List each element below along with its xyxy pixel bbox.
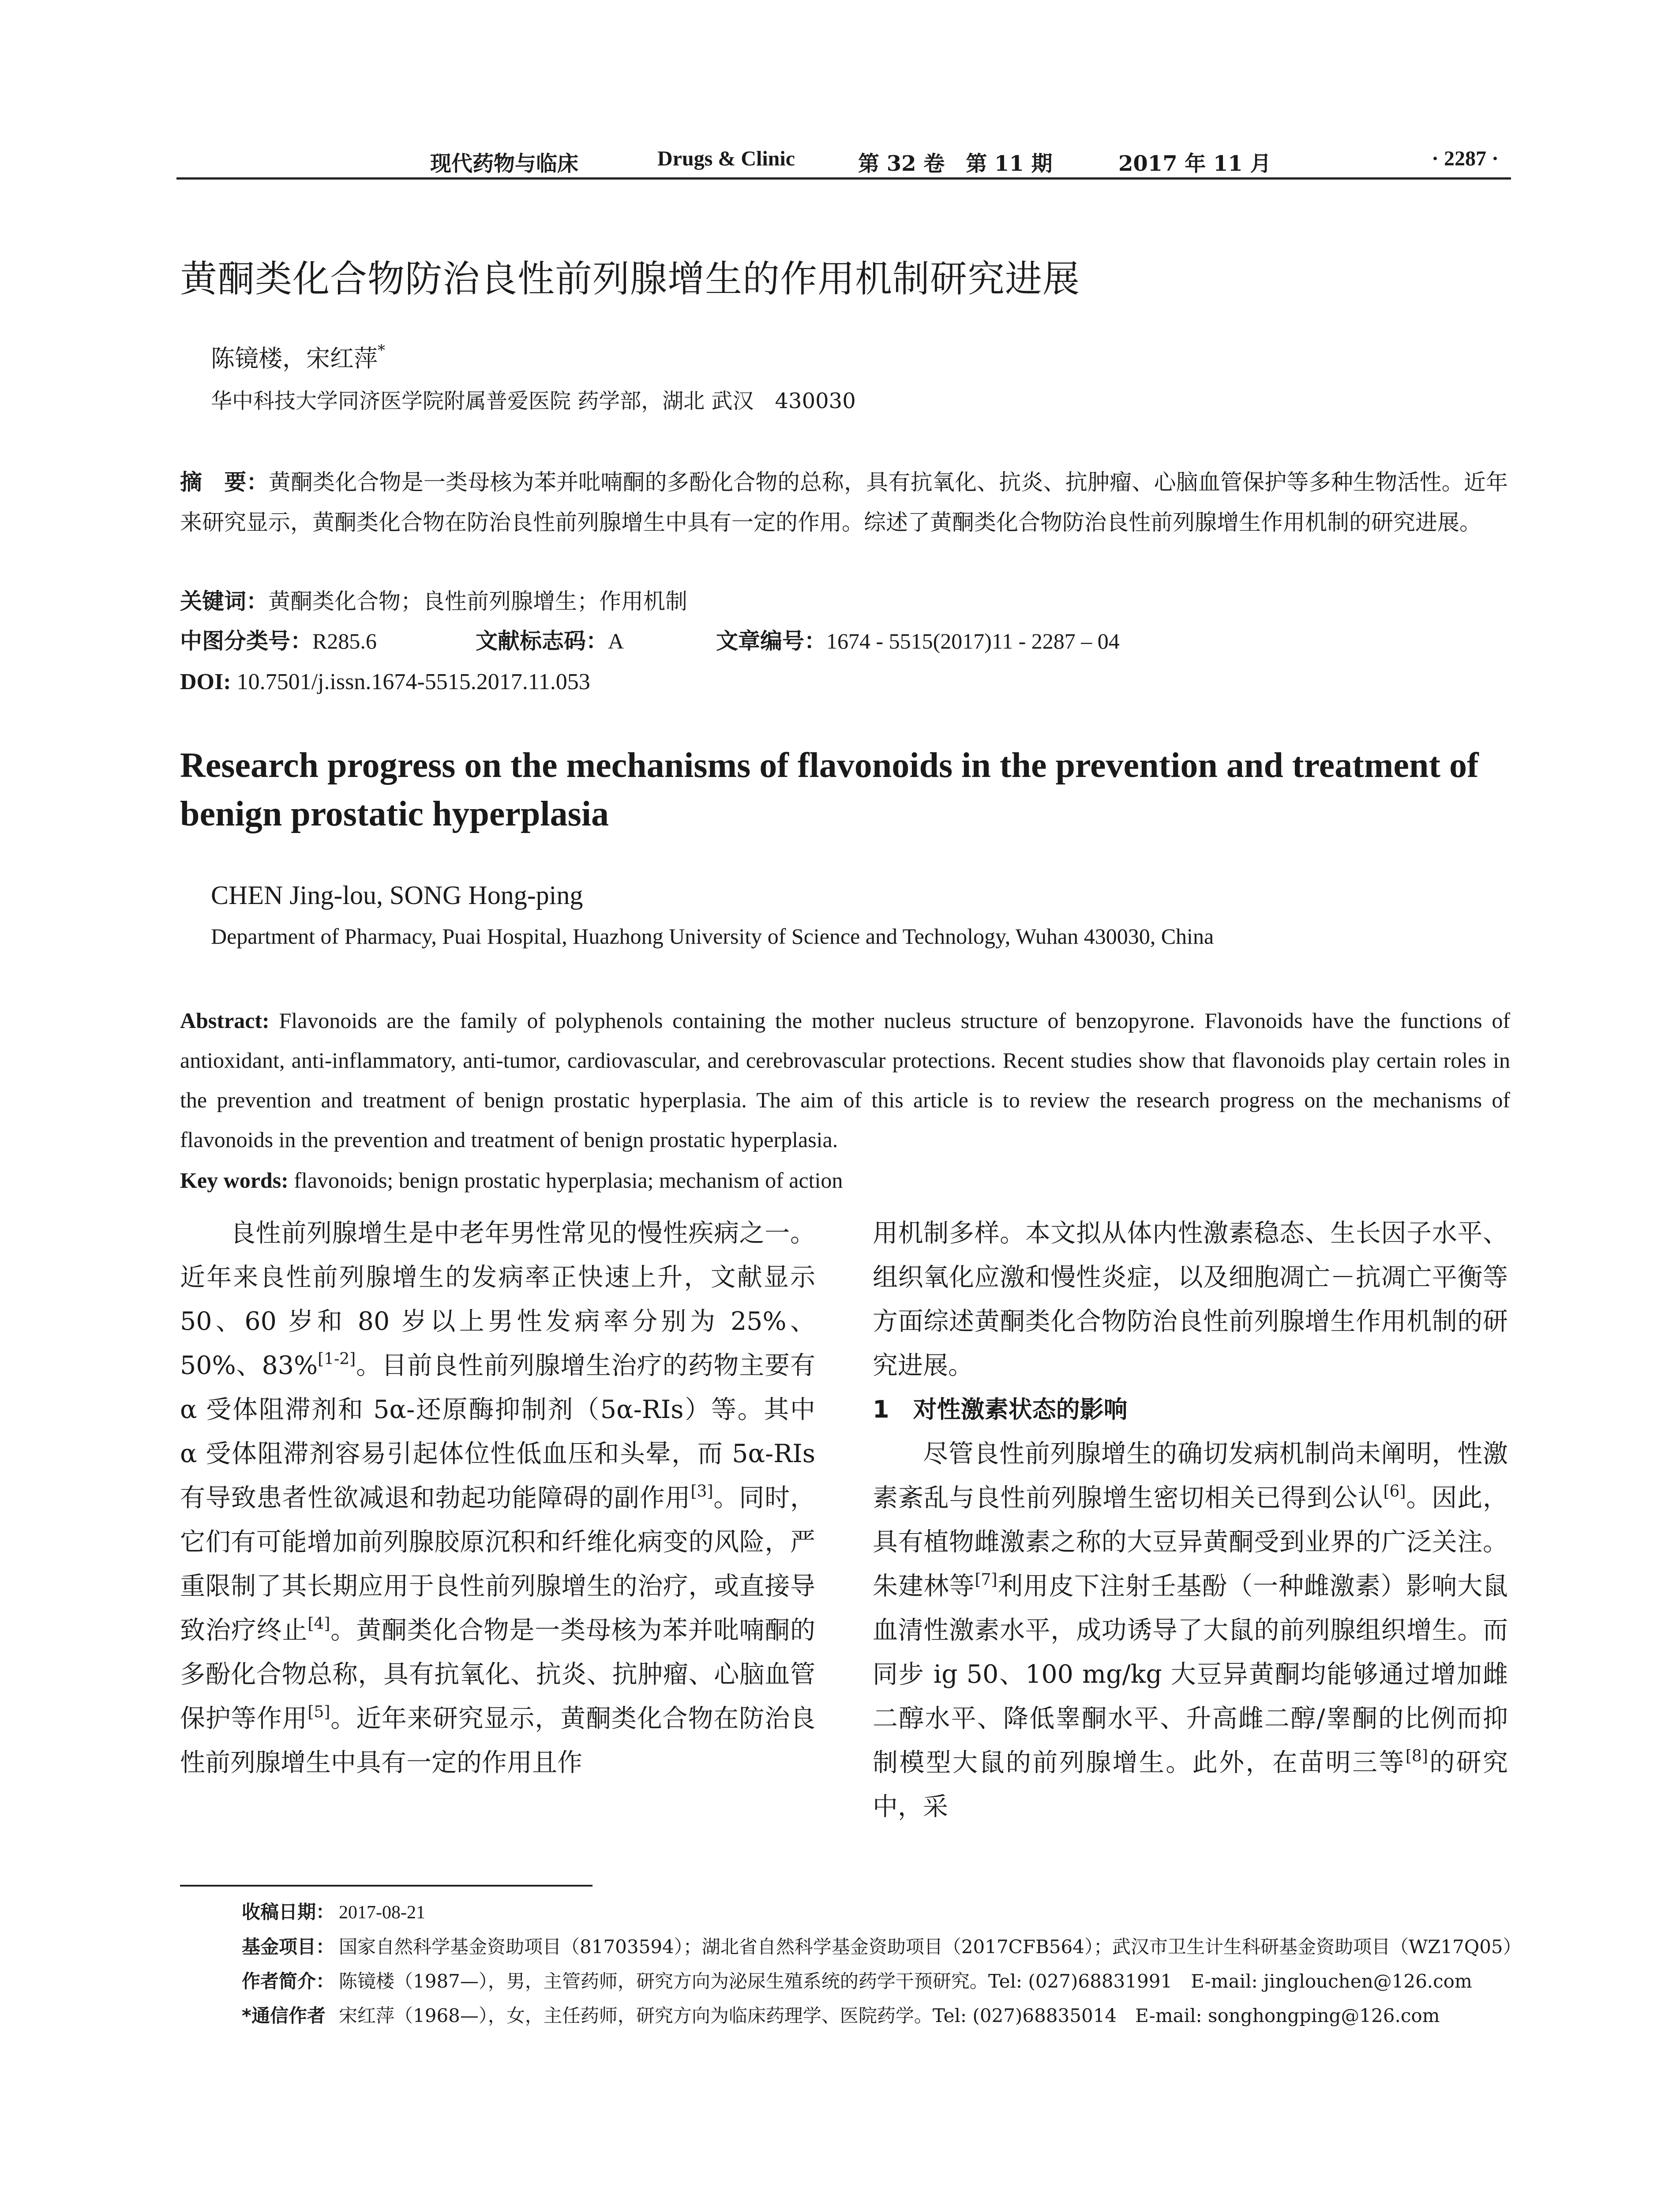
- keywords-label-en: Key words:: [180, 1168, 289, 1193]
- header-rule: [176, 177, 1511, 180]
- abstract-label-cn: 摘 要：: [180, 469, 269, 495]
- section-heading-1: 1 对性激素状态的影响: [873, 1396, 1128, 1423]
- received-date: 2017-08-21: [339, 1902, 425, 1923]
- affiliation-en: Department of Pharmacy, Puai Hospital, Huazhong University of Science and Technology, Wuhan 430030, China: [211, 924, 1214, 949]
- author-names-cn: 陈镜楼，宋红萍: [211, 345, 378, 372]
- section-1-paragraph: [873, 1432, 1508, 1829]
- clc-number: [180, 621, 377, 661]
- intro-text-5-right: 用机制多样。本文拟从体内性激素稳态、生长因子水平、组织氧化应激和慢性炎症，以及细胞凋亡－抗凋亡平衡等方面综述黄酮类化合物防治良性前列腺增生作用机制的研究进展。: [873, 1219, 1508, 1380]
- citation-6[interactable]: [6]: [1383, 1482, 1406, 1501]
- citation-3[interactable]: [3]: [690, 1482, 713, 1501]
- page-number: · 2287 ·: [1432, 147, 1499, 170]
- intro-text-1: 良性前列腺增生是中老年男性常见的慢性疾病之一。近年来良性前列腺增生的发病率正快速上升，文献显示 50、60 岁和 80 岁以上男性发病率分别为 25%、50%、83%: [180, 1219, 815, 1380]
- body-column-left: [180, 1211, 815, 1785]
- authors-cn: [211, 340, 385, 374]
- intro-text-4: 。黄酮类化合物是一类母核为苯并吡喃酮的多酚化合物总称，具有抗氧化、抗炎、抗肿瘤、心脑血管保护等作用: [180, 1616, 815, 1733]
- abstract-cn: [180, 462, 1508, 543]
- body-column-right: [873, 1211, 1508, 1829]
- keywords-label-cn: 关键词：: [180, 589, 268, 614]
- footnote-received: [242, 1895, 1512, 1930]
- sec1-text-4: 的研究中，采: [873, 1748, 1508, 1821]
- abstract-text-cn: 黄酮类化合物是一类母核为苯并吡喃酮的多酚化合物的总称，具有抗氧化、抗炎、抗肿瘤、心脑血管保护等多种生物活性。近年来研究显示，黄酮类化合物在防治良性前列腺增生中具有一定的作用。综述了黄酮类化合物防治良性前列腺增生作用机制的研究进展。: [180, 469, 1508, 535]
- article-title-cn: 黄酮类化合物防治良性前列腺增生的作用机制研究进展: [180, 257, 1080, 300]
- intro-text-3: 。同时，它们有可能增加前列腺胶原沉积和纤维化病变的风险，严重限制了其长期应用于良性前列腺增生的治疗，或直接导致治疗终止: [180, 1483, 815, 1645]
- keywords-en: [180, 1160, 843, 1200]
- citation-4[interactable]: [4]: [308, 1615, 330, 1633]
- intro-text-5-left: 。近年来研究显示，黄酮类化合物在防治良性前列腺增生中具有一定的作用且作: [180, 1704, 815, 1777]
- citation-5[interactable]: [5]: [308, 1703, 330, 1721]
- footnote-author: [242, 1964, 1512, 1999]
- affiliation-cn: 华中科技大学同济医学院附属普爱医院 药学部，湖北 武汉 430030: [211, 389, 856, 413]
- document-code-value: A: [608, 629, 624, 653]
- author-bio-text: 陈镜楼（1987—），男，主管药师，研究方向为泌尿生殖系统的药学干预研究。Tel: (027)68831991 E-mail: jinglouchen@126.com: [339, 1970, 1472, 1992]
- abstract-text-en: Flavonoids are the family of polyphenols containing the mother nucleus structure of benzopyrone. Flavonoids have the functions of antioxidant, anti-inflammatory, anti-tumor, cardiovascular, and cerebrovascular protections. Recent studies show that flavonoids play certain roles in the prevention and treatment of benign prostatic hyperplasia. The aim of this article is to review the research progress on the mechanisms of flavonoids in the prevention and treatment of benign prostatic hyperplasia.: [180, 1008, 1510, 1152]
- keywords-text-en: flavonoids; benign prostatic hyperplasia; mechanism of action: [294, 1168, 843, 1193]
- volume-issue: 第 32 卷 第 11 期: [858, 151, 1053, 176]
- fund-text: 国家自然科学基金资助项目（81703594）；湖北省自然科学基金资助项目（2017CFB564）；武汉市卫生计生科研基金资助项目（WZ17Q05）: [339, 1936, 1522, 1958]
- issue-date: 2017 年 11 月: [1118, 151, 1271, 176]
- author-bio-label: 作者简介：: [242, 1970, 335, 1992]
- authors-en: CHEN Jing-lou, SONG Hong-ping: [211, 881, 583, 910]
- document-code-label: 文献标志码：: [476, 628, 608, 654]
- keywords-cn: [180, 582, 687, 622]
- doi-link[interactable]: 10.7501/j.issn.1674-5515.2017.11.053: [236, 669, 590, 694]
- journal-name-en: Drugs & Clinic: [657, 147, 795, 170]
- corresponding-label: *通信作者: [242, 2005, 326, 2026]
- footnote-fund: [242, 1930, 1522, 1964]
- article-id: [716, 621, 1120, 661]
- footnotes: [242, 1895, 1522, 2033]
- citation-1-2[interactable]: [1-2]: [318, 1350, 356, 1368]
- keywords-text-cn: 黄酮类化合物；良性前列腺增生；作用机制: [268, 589, 687, 614]
- citation-7[interactable]: [7]: [975, 1571, 998, 1589]
- document-code: [476, 621, 624, 661]
- abstract-en: [180, 1001, 1510, 1159]
- doi-label: DOI:: [180, 669, 231, 694]
- intro-paragraph: [180, 1211, 815, 1785]
- article-id-value: 1674 - 5515(2017)11 - 2287 – 04: [826, 629, 1120, 653]
- citation-8[interactable]: [8]: [1405, 1747, 1428, 1765]
- clc-value: R285.6: [312, 629, 377, 653]
- intro-paragraph-continued: [873, 1211, 1508, 1388]
- article-id-label: 文章编号：: [716, 628, 826, 654]
- article-title-en: Research progress on the mechanisms of flavonoids in the prevention and treatment of benign prostatic hyperplasia: [180, 746, 1479, 833]
- running-header: [176, 142, 1511, 177]
- sec1-text-3: 利用皮下注射壬基酚（一种雌激素）影响大鼠血清性激素水平，成功诱导了大鼠的前列腺组织增生。而同步 ig 50、100 mg/kg 大豆异黄酮均能够通过增加雌二醇水平、降低睾酮水平、升高雌二醇/睾酮的比例而抑制模型大鼠的前列腺增生。此外，在苗明三等: [873, 1572, 1508, 1777]
- corresponding-text: 宋红萍（1968—），女，主任药师，研究方向为临床药理学、医院药学。Tel: (027)68835014 E-mail: songhongping@126.com: [339, 2005, 1440, 2026]
- journal-name-cn: 现代药物与临床: [430, 151, 579, 176]
- abstract-label-en: Abstract:: [180, 1008, 270, 1033]
- doi-line: [180, 662, 590, 702]
- footnote-rule: [180, 1885, 592, 1887]
- footnote-corresponding: [242, 1999, 1512, 2033]
- intro-text-2: 。目前良性前列腺增生治疗的药物主要有 α 受体阻滞剂和 5α-还原酶抑制剂（5α-RIs）等。其中 α 受体阻滞剂容易引起体位性低血压和头晕，而 5α-RIs 有导致患者性欲减退和勃起功能障碍的副作用: [180, 1351, 815, 1512]
- sec1-text-2: 。因此，具有植物雌激素之称的大豆异黄酮受到业界的广泛关注。朱建林等: [873, 1483, 1508, 1601]
- received-label: 收稿日期：: [242, 1901, 335, 1923]
- clc-label: 中图分类号：: [180, 628, 312, 654]
- sec1-text-1: 尽管良性前列腺增生的确切发病机制尚未阐明，性激素紊乱与良性前列腺增生密切相关已得到公认: [873, 1439, 1508, 1512]
- corresponding-mark: *: [378, 341, 385, 359]
- fund-label: 基金项目：: [242, 1936, 335, 1958]
